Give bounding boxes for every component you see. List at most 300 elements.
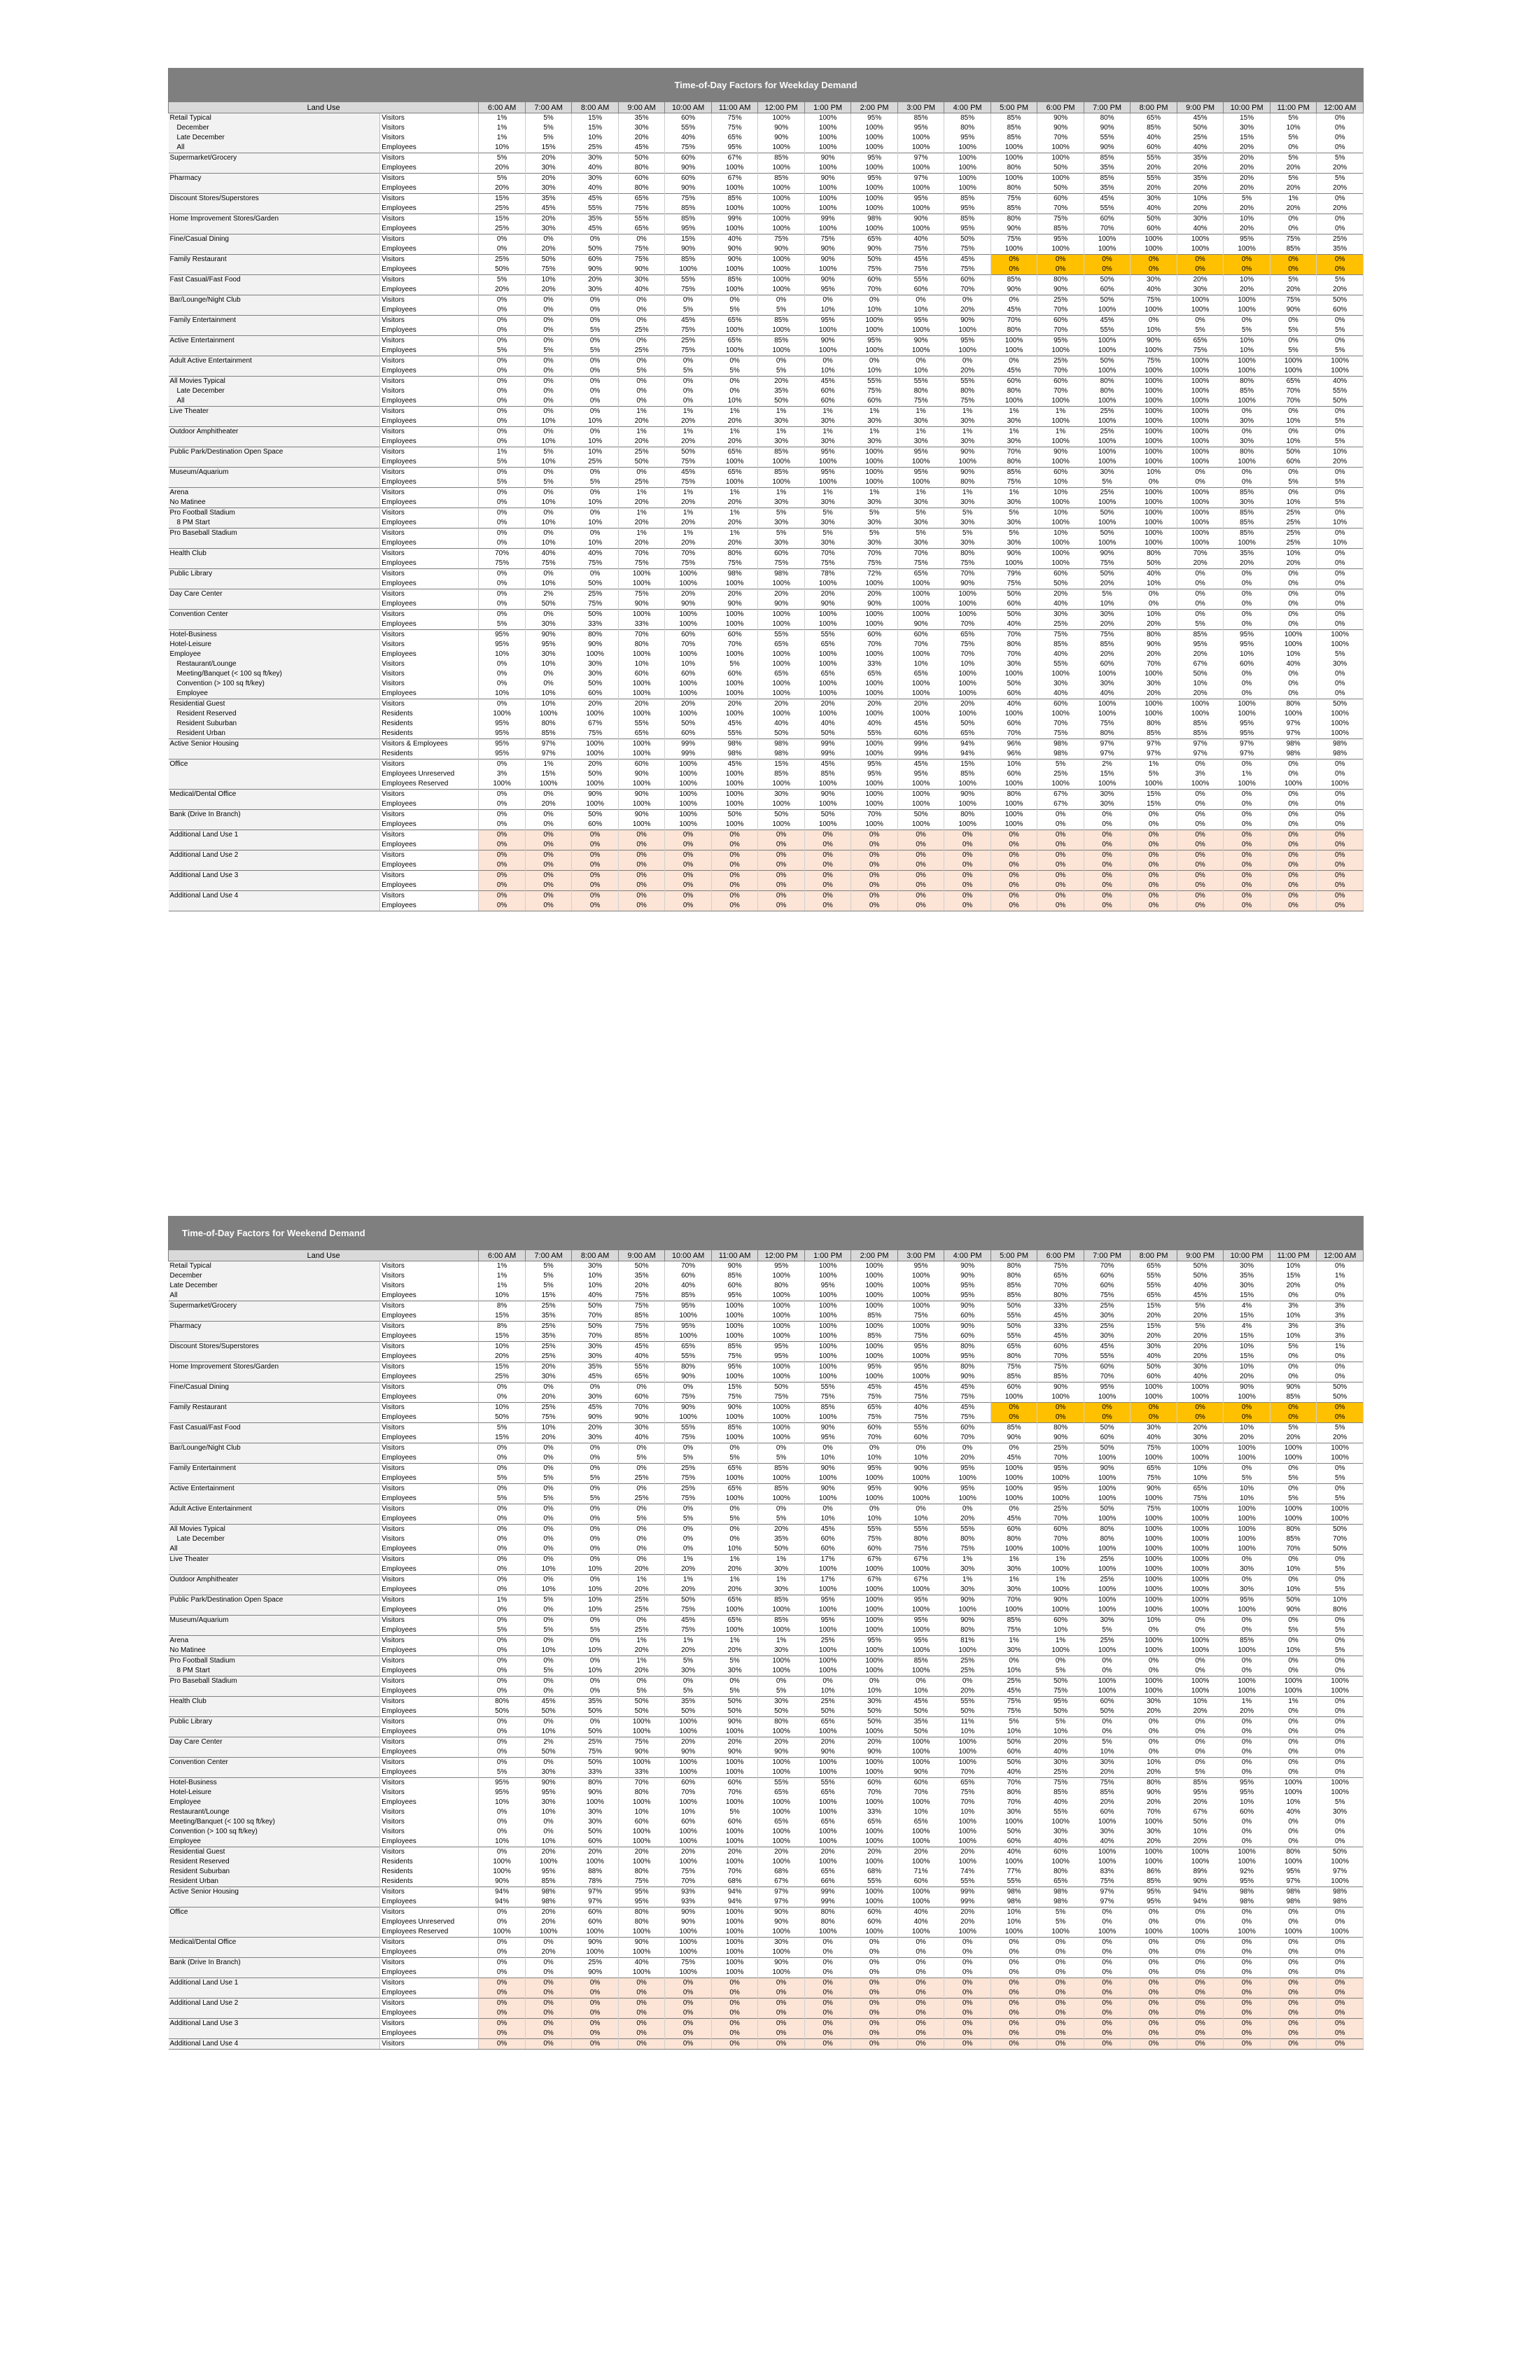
factor-cell: 55% xyxy=(944,1525,991,1535)
factor-cell: 90% xyxy=(990,549,1037,559)
factor-cell: 50% xyxy=(758,729,805,739)
factor-cell: 0% xyxy=(618,295,665,306)
factor-cell: 10% xyxy=(572,498,619,508)
factor-cell: 0% xyxy=(1224,610,1270,620)
factor-cell: 100% xyxy=(804,1413,851,1423)
factor-cell: 70% xyxy=(711,1867,758,1877)
factor-cell: 40% xyxy=(1270,1807,1317,1817)
factor-cell: 20% xyxy=(711,1646,758,1656)
factor-cell: 0% xyxy=(1130,265,1177,275)
factor-cell: 98% xyxy=(711,749,758,760)
factor-cell: 0% xyxy=(711,386,758,396)
factor-cell: 30% xyxy=(1130,1342,1177,1352)
table-row xyxy=(169,457,1364,468)
table-row xyxy=(169,356,1364,367)
land-use-cell: Home Improvement Stores/Garden xyxy=(169,1362,380,1373)
factor-cell: 100% xyxy=(1084,669,1130,679)
factor-cell: 1% xyxy=(851,488,898,498)
factor-cell: 0% xyxy=(1130,1938,1177,1948)
factor-cell: 100% xyxy=(758,1311,805,1322)
factor-cell: 1% xyxy=(758,1575,805,1586)
factor-cell: 0% xyxy=(618,850,665,861)
factor-cell: 25% xyxy=(479,224,526,234)
factor-cell: 100% xyxy=(711,224,758,234)
factor-cell: 80% xyxy=(572,630,619,640)
factor-cell: 5% xyxy=(711,1453,758,1464)
factor-cell: 0% xyxy=(851,1504,898,1515)
factor-cell: 95% xyxy=(944,336,991,346)
table-row xyxy=(169,163,1364,174)
factor-cell: 0% xyxy=(990,1403,1037,1413)
hour-header: 7:00 AM xyxy=(525,1250,572,1261)
factor-cell: 2% xyxy=(525,589,572,600)
factor-cell: 0% xyxy=(851,356,898,367)
factor-cell: 15% xyxy=(1224,133,1270,143)
factor-cell: 25% xyxy=(990,1676,1037,1687)
factor-cell: 100% xyxy=(1130,1927,1177,1938)
hour-header: 9:00 AM xyxy=(618,1250,665,1261)
factor-cell: 100% xyxy=(758,1968,805,1978)
land-use-cell xyxy=(169,1707,380,1717)
factor-cell: 0% xyxy=(1317,1988,1364,1998)
land-use-cell xyxy=(169,579,380,589)
factor-cell: 65% xyxy=(665,1342,712,1352)
land-use-cell: Resident Reserved xyxy=(169,1857,380,1867)
factor-cell: 100% xyxy=(665,1311,712,1322)
factor-cell: 5% xyxy=(1317,498,1364,508)
factor-cell: 10% xyxy=(1224,275,1270,286)
factor-cell: 100% xyxy=(897,799,944,810)
factor-cell: 30% xyxy=(572,1433,619,1443)
factor-cell: 100% xyxy=(1270,1686,1317,1697)
factor-cell: 0% xyxy=(525,1827,572,1837)
factor-cell: 75% xyxy=(851,1534,898,1544)
factor-cell: 0% xyxy=(1037,820,1084,830)
factor-cell: 55% xyxy=(618,719,665,729)
factor-cell: 0% xyxy=(479,1727,526,1737)
land-use-cell: Late December xyxy=(169,133,380,143)
factor-cell: 0% xyxy=(1177,1988,1224,1998)
factor-cell: 60% xyxy=(665,1778,712,1788)
weekday-factors-table xyxy=(168,102,1364,911)
factor-cell: 0% xyxy=(1224,1616,1270,1626)
factor-cell: 75% xyxy=(1177,346,1224,356)
factor-cell: 0% xyxy=(572,508,619,519)
factor-cell: 60% xyxy=(665,669,712,679)
factor-cell: 0% xyxy=(990,2008,1037,2019)
factor-cell: 55% xyxy=(851,1525,898,1535)
factor-cell: 100% xyxy=(851,346,898,356)
factor-cell: 100% xyxy=(665,1768,712,1778)
factor-cell: 100% xyxy=(1130,1646,1177,1656)
factor-cell: 100% xyxy=(944,799,991,810)
user-type-cell: Visitors xyxy=(380,871,479,881)
table-row xyxy=(169,1938,1364,1948)
factor-cell: 100% xyxy=(944,1817,991,1827)
factor-cell: 100% xyxy=(711,679,758,689)
factor-cell: 85% xyxy=(1224,488,1270,498)
table-row xyxy=(169,133,1364,143)
factor-cell: 100% xyxy=(1270,640,1317,650)
factor-cell: 100% xyxy=(851,1281,898,1291)
factor-cell: 85% xyxy=(944,769,991,779)
factor-cell: 0% xyxy=(618,1988,665,1998)
factor-cell: 100% xyxy=(851,447,898,458)
factor-cell: 95% xyxy=(897,1362,944,1373)
factor-cell: 55% xyxy=(572,204,619,214)
factor-cell: 0% xyxy=(572,1443,619,1454)
land-use-cell: Employee xyxy=(169,1837,380,1847)
factor-cell: 100% xyxy=(1317,779,1364,790)
factor-cell: 70% xyxy=(990,729,1037,739)
factor-cell: 75% xyxy=(1084,559,1130,569)
factor-cell: 70% xyxy=(990,316,1037,326)
land-use-cell: Convention (> 100 sq ft/key) xyxy=(169,1827,380,1837)
factor-cell: 95% xyxy=(665,224,712,234)
table-row xyxy=(169,1514,1364,1525)
factor-cell: 50% xyxy=(665,719,712,729)
factor-cell: 0% xyxy=(1084,2008,1130,2019)
land-use-cell: Family Entertainment xyxy=(169,1464,380,1474)
factor-cell: 65% xyxy=(1037,1271,1084,1281)
factor-cell: 50% xyxy=(572,1707,619,1717)
factor-cell: 100% xyxy=(758,1768,805,1778)
factor-cell: 60% xyxy=(897,1877,944,1887)
factor-cell: 65% xyxy=(711,316,758,326)
factor-cell: 10% xyxy=(1037,528,1084,539)
factor-cell: 5% xyxy=(711,1686,758,1697)
factor-cell: 0% xyxy=(1317,1827,1364,1837)
factor-cell: 0% xyxy=(1084,2019,1130,2029)
factor-cell: 65% xyxy=(1130,113,1177,124)
factor-cell: 0% xyxy=(572,316,619,326)
factor-cell: 60% xyxy=(990,689,1037,699)
factor-cell: 0% xyxy=(1130,1403,1177,1413)
factor-cell: 100% xyxy=(1084,518,1130,528)
factor-cell: 85% xyxy=(665,214,712,225)
table-row xyxy=(169,1817,1364,1827)
factor-cell: 75% xyxy=(1130,1443,1177,1454)
factor-cell: 100% xyxy=(1084,1453,1130,1464)
factor-cell: 100% xyxy=(618,1837,665,1847)
factor-cell: 0% xyxy=(851,1443,898,1454)
factor-cell: 80% xyxy=(897,1534,944,1544)
factor-cell: 0% xyxy=(1270,820,1317,830)
factor-cell: 70% xyxy=(1270,1544,1317,1555)
factor-cell: 3% xyxy=(1177,769,1224,779)
factor-cell: 0% xyxy=(944,830,991,841)
factor-cell: 33% xyxy=(572,620,619,630)
factor-cell: 55% xyxy=(944,377,991,387)
factor-cell: 0% xyxy=(479,760,526,770)
factor-cell: 90% xyxy=(1037,113,1084,124)
factor-cell: 0% xyxy=(1177,316,1224,326)
factor-cell: 20% xyxy=(1224,174,1270,184)
factor-cell: 20% xyxy=(665,589,712,600)
factor-cell: 100% xyxy=(944,1494,991,1504)
factor-cell: 100% xyxy=(804,1494,851,1504)
factor-cell: 35% xyxy=(897,1717,944,1728)
factor-cell: 0% xyxy=(944,840,991,850)
factor-cell: 75% xyxy=(990,1625,1037,1636)
factor-cell: 90% xyxy=(711,1261,758,1272)
factor-cell: 100% xyxy=(758,1433,805,1443)
factor-cell: 70% xyxy=(851,285,898,295)
factor-cell: 1% xyxy=(1037,407,1084,417)
factor-cell: 0% xyxy=(851,1947,898,1958)
user-type-cell: Employees xyxy=(380,396,479,407)
factor-cell: 100% xyxy=(1317,1778,1364,1788)
factor-cell: 40% xyxy=(1084,1837,1130,1847)
factor-cell: 100% xyxy=(525,1857,572,1867)
land-use-cell: Employee xyxy=(169,650,380,659)
factor-cell: 95% xyxy=(851,1464,898,1474)
factor-cell: 65% xyxy=(804,1788,851,1798)
factor-cell: 15% xyxy=(525,143,572,153)
factor-cell: 0% xyxy=(1177,477,1224,488)
land-use-cell: Museum/Aquarium xyxy=(169,468,380,478)
factor-cell: 0% xyxy=(1317,871,1364,881)
factor-cell: 0% xyxy=(525,2008,572,2019)
factor-cell: 100% xyxy=(1130,1686,1177,1697)
factor-cell: 90% xyxy=(804,153,851,164)
factor-cell: 100% xyxy=(897,1585,944,1595)
factor-cell: 0% xyxy=(1270,569,1317,580)
user-type-cell: Employees xyxy=(380,326,479,336)
factor-cell: 100% xyxy=(711,1311,758,1322)
factor-cell: 17% xyxy=(804,1555,851,1565)
factor-cell: 35% xyxy=(618,1271,665,1281)
user-type-cell: Employees xyxy=(380,1564,479,1575)
factor-cell: 0% xyxy=(1177,1938,1224,1948)
table-row xyxy=(169,508,1364,519)
factor-cell: 100% xyxy=(1037,1646,1084,1656)
factor-cell: 100% xyxy=(1177,447,1224,458)
factor-cell: 100% xyxy=(1130,457,1177,468)
factor-cell: 85% xyxy=(1130,123,1177,133)
factor-cell: 0% xyxy=(944,850,991,861)
factor-cell: 0% xyxy=(804,871,851,881)
factor-cell: 85% xyxy=(758,153,805,164)
factor-cell: 90% xyxy=(897,214,944,225)
factor-cell: 20% xyxy=(1177,163,1224,174)
factor-cell: 0% xyxy=(665,2008,712,2019)
factor-cell: 25% xyxy=(618,1605,665,1616)
table-row xyxy=(169,589,1364,600)
factor-cell: 5% xyxy=(572,1474,619,1484)
factor-cell: 0% xyxy=(1177,599,1224,610)
land-use-cell: Discount Stores/Superstores xyxy=(169,1342,380,1352)
factor-cell: 5% xyxy=(1270,1474,1317,1484)
land-use-cell xyxy=(169,1494,380,1504)
table-row xyxy=(169,1758,1364,1768)
factor-cell: 45% xyxy=(851,1382,898,1393)
table-row xyxy=(169,1453,1364,1464)
factor-cell: 10% xyxy=(572,1595,619,1606)
factor-cell: 95% xyxy=(1177,1788,1224,1798)
factor-cell: 0% xyxy=(944,901,991,911)
factor-cell: 0% xyxy=(1317,1403,1364,1413)
factor-cell: 100% xyxy=(1130,1534,1177,1544)
factor-cell: 50% xyxy=(897,1707,944,1717)
factor-cell: 0% xyxy=(758,881,805,891)
user-type-cell: Employees xyxy=(380,579,479,589)
factor-cell: 60% xyxy=(1037,468,1084,478)
land-use-cell: Active Entertainment xyxy=(169,336,380,346)
factor-cell: 92% xyxy=(1224,1867,1270,1877)
table-row xyxy=(169,265,1364,275)
land-use-cell: Late December xyxy=(169,1281,380,1291)
factor-cell: 100% xyxy=(665,779,712,790)
factor-cell: 79% xyxy=(990,569,1037,580)
factor-cell: 0% xyxy=(525,356,572,367)
table-row xyxy=(169,305,1364,316)
factor-cell: 0% xyxy=(479,1947,526,1958)
factor-cell: 0% xyxy=(990,2039,1037,2050)
factor-cell: 20% xyxy=(944,1686,991,1697)
factor-cell: 100% xyxy=(804,1564,851,1575)
table-row xyxy=(169,569,1364,580)
factor-cell: 100% xyxy=(711,1947,758,1958)
factor-cell: 0% xyxy=(711,2008,758,2019)
factor-cell: 60% xyxy=(711,1817,758,1827)
factor-cell: 30% xyxy=(525,1768,572,1778)
factor-cell: 60% xyxy=(1224,659,1270,669)
factor-cell: 60% xyxy=(804,386,851,396)
user-type-cell: Visitors xyxy=(380,1281,479,1291)
factor-cell: 0% xyxy=(479,508,526,519)
factor-cell: 3% xyxy=(1317,1322,1364,1332)
factor-cell: 5% xyxy=(479,1625,526,1636)
factor-cell: 100% xyxy=(804,183,851,194)
user-type-cell: Visitors xyxy=(380,133,479,143)
factor-cell: 100% xyxy=(1084,447,1130,458)
factor-cell: 0% xyxy=(572,1504,619,1515)
land-use-cell: Retail Typical xyxy=(169,113,380,124)
factor-cell: 70% xyxy=(1317,1534,1364,1544)
factor-cell: 10% xyxy=(1224,1362,1270,1373)
factor-cell: 100% xyxy=(804,1261,851,1272)
factor-cell: 30% xyxy=(851,498,898,508)
factor-cell: 0% xyxy=(1317,2008,1364,2019)
table-row xyxy=(169,407,1364,417)
factor-cell: 0% xyxy=(1177,871,1224,881)
land-use-cell: Office xyxy=(169,1907,380,1918)
factor-cell: 80% xyxy=(1037,1423,1084,1434)
factor-cell: 10% xyxy=(479,1291,526,1301)
factor-cell: 100% xyxy=(665,760,712,770)
factor-cell: 0% xyxy=(1037,1413,1084,1423)
factor-cell: 10% xyxy=(525,659,572,669)
factor-cell: 0% xyxy=(479,1443,526,1454)
factor-cell: 20% xyxy=(758,1847,805,1858)
user-type-cell: Employees xyxy=(380,1897,479,1907)
factor-cell: 10% xyxy=(1177,194,1224,204)
factor-cell: 5% xyxy=(944,528,991,539)
factor-cell: 94% xyxy=(711,1887,758,1898)
factor-cell: 20% xyxy=(1130,689,1177,699)
factor-cell: 0% xyxy=(1317,194,1364,204)
land-use-cell: Hotel-Business xyxy=(169,630,380,640)
factor-cell: 100% xyxy=(618,610,665,620)
factor-cell: 20% xyxy=(525,244,572,255)
factor-cell: 20% xyxy=(1177,1331,1224,1342)
factor-cell: 0% xyxy=(758,1988,805,1998)
factor-cell: 100% xyxy=(804,679,851,689)
land-use-cell: Museum/Aquarium xyxy=(169,1616,380,1626)
factor-cell: 15% xyxy=(479,1433,526,1443)
factor-cell: 80% xyxy=(618,1907,665,1918)
factor-cell: 20% xyxy=(1224,143,1270,153)
factor-cell: 35% xyxy=(618,113,665,124)
factor-cell: 1% xyxy=(479,123,526,133)
land-use-cell xyxy=(169,1352,380,1362)
factor-cell: 100% xyxy=(1177,396,1224,407)
factor-cell: 0% xyxy=(1317,133,1364,143)
factor-cell: 100% xyxy=(711,1837,758,1847)
factor-cell: 5% xyxy=(1177,326,1224,336)
factor-cell: 0% xyxy=(1130,1727,1177,1737)
factor-cell: 0% xyxy=(851,295,898,306)
factor-cell: 50% xyxy=(572,1301,619,1312)
table-row xyxy=(169,336,1364,346)
factor-cell: 5% xyxy=(1224,326,1270,336)
factor-cell: 0% xyxy=(525,891,572,902)
factor-cell: 95% xyxy=(804,468,851,478)
factor-cell: 90% xyxy=(665,599,712,610)
factor-cell: 100% xyxy=(711,1968,758,1978)
factor-cell: 100% xyxy=(990,1484,1037,1494)
factor-cell: 5% xyxy=(1317,1585,1364,1595)
factor-cell: 5% xyxy=(479,174,526,184)
factor-cell: 0% xyxy=(1130,1666,1177,1676)
factor-cell: 0% xyxy=(1177,1998,1224,2009)
factor-cell: 0% xyxy=(851,1988,898,1998)
factor-cell: 10% xyxy=(525,1837,572,1847)
factor-cell: 67% xyxy=(1177,659,1224,669)
factor-cell: 0% xyxy=(1084,1413,1130,1423)
factor-cell: 0% xyxy=(1177,1968,1224,1978)
table-row xyxy=(169,620,1364,630)
factor-cell: 90% xyxy=(758,123,805,133)
factor-cell: 0% xyxy=(525,1443,572,1454)
factor-cell: 10% xyxy=(1270,1331,1317,1342)
factor-cell: 90% xyxy=(804,1464,851,1474)
factor-cell: 0% xyxy=(618,377,665,387)
factor-cell: 20% xyxy=(711,1585,758,1595)
factor-cell: 10% xyxy=(1224,1484,1270,1494)
factor-cell: 15% xyxy=(711,1382,758,1393)
user-type-cell: Employees xyxy=(380,901,479,911)
land-use-cell: Public Park/Destination Open Space xyxy=(169,1595,380,1606)
factor-cell: 100% xyxy=(1270,779,1317,790)
factor-cell: 0% xyxy=(1084,840,1130,850)
factor-cell: 95% xyxy=(479,1778,526,1788)
factor-cell: 100% xyxy=(990,1544,1037,1555)
factor-cell: 35% xyxy=(525,194,572,204)
land-use-cell: Pharmacy xyxy=(169,174,380,184)
factor-cell: 99% xyxy=(665,749,712,760)
factor-cell: 55% xyxy=(990,1877,1037,1887)
table-row xyxy=(169,1464,1364,1474)
factor-cell: 0% xyxy=(804,356,851,367)
factor-cell: 1% xyxy=(665,528,712,539)
land-use-cell xyxy=(169,163,380,174)
factor-cell: 0% xyxy=(618,1978,665,1989)
factor-cell: 20% xyxy=(1084,650,1130,659)
factor-cell: 100% xyxy=(711,709,758,719)
factor-cell: 10% xyxy=(944,1807,991,1817)
